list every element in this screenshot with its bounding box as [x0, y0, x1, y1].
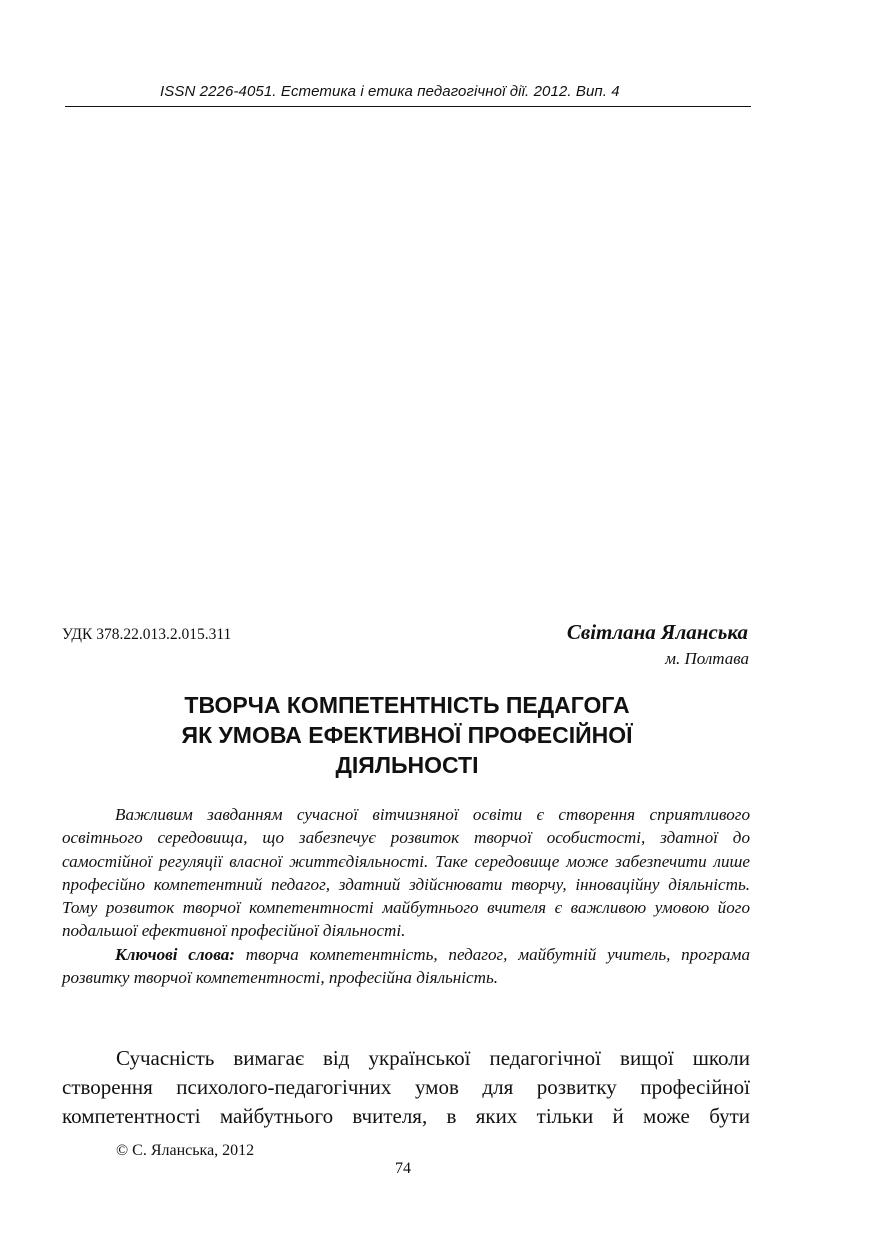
author-name: Світлана Яланська: [566, 620, 748, 644]
abstract-text: Важливим завданням сучасної вітчизняної освіти є створення сприятливого освітнього середовища, що забезпечує розвиток творчої особистості, здатної до самостійної регуляції власної життєдіяльності. Таке середовище може забезпечити лише професійно компетентний педагог, здатний здійснювати творчу, інноваційну діяльність. Тому розвиток творчої компетентності майбутнього вчителя є важливою умовою його подальшої ефективної професійної діяльності.: [62, 805, 750, 941]
article-title: [62, 690, 752, 780]
author-city: м. Полтава: [665, 649, 749, 668]
body-line: компетентності майбутнього вчителя, в яких тільки й може бути: [62, 1104, 750, 1128]
title-line: ТВОРЧА КОМПЕТЕНТНІСТЬ ПЕДАГОГА: [184, 692, 630, 718]
body-line: створення психолого-педагогічних умов для розвитку професійної: [62, 1075, 750, 1099]
running-header: ISSN 2226-4051. Естетика і етика педагогічної дії. 2012. Вип. 4: [160, 83, 620, 100]
page-number: 74: [395, 1160, 411, 1177]
body-line: Сучасність вимагає від української педагогічної вищої школи: [116, 1046, 750, 1070]
copyright-note: © С. Яланська, 2012: [116, 1142, 255, 1159]
keywords-text: творча компетентність, педагог, майбутній учитель, програма розвитку творчої компетентності, професійна діяльність.: [62, 944, 750, 988]
abstract-block: [62, 803, 750, 989]
title-line: ДІЯЛЬНОСТІ: [335, 752, 479, 778]
keywords-paragraph: [62, 943, 750, 990]
udk-code: УДК 378.22.013.2.015.311: [62, 626, 232, 643]
header-divider: [65, 106, 751, 107]
keywords-label: Ключові слова:: [115, 944, 235, 964]
title-line: ЯК УМОВА ЕФЕКТИВНОЇ ПРОФЕСІЙНОЇ: [181, 722, 633, 748]
body-text: [62, 1044, 750, 1131]
